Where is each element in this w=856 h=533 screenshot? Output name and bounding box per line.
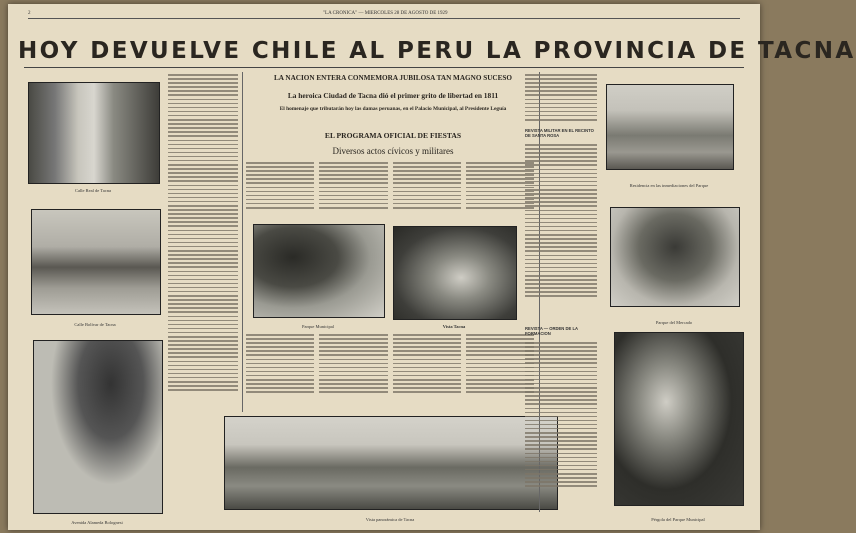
caption-photo-2: Calle Bolívar de Tacna: [74, 322, 116, 327]
page-number: 2: [28, 10, 31, 16]
headline-rule: [24, 67, 744, 68]
main-headline: HOY DEVUELVE CHILE AL PERU LA PROVINCIA DE TACNA: [18, 38, 856, 64]
photo-avenue: [33, 340, 163, 514]
newspaper-page: [8, 4, 856, 530]
caption-photo-3: Avenida Alameda Bolognesi: [71, 520, 123, 525]
text-column-left: [168, 74, 238, 404]
text-center-bottom: [246, 334, 534, 404]
caption-photo-9: Pérgola del Parque Municipal: [651, 517, 705, 522]
subhead-5: Diversos actos cívicos y militares: [332, 146, 454, 156]
masthead-title: "LA CRONICA" — MIERCOLES 28 DE AGOSTO DE 1929: [322, 10, 448, 16]
section-head-formation: REVISTA — ORDEN DE LA FORMACION: [525, 326, 578, 336]
caption-photo-8: Parque del Mercado: [655, 320, 693, 325]
photo-panorama: [224, 416, 558, 510]
caption-photo-4: Parque Municipal: [301, 324, 335, 329]
text-column-right-mid: [525, 144, 597, 312]
section-head-review: REVISTA MILITAR EN EL RECINTO DE SANTA ROSA: [525, 128, 594, 138]
photo-vista: [393, 226, 517, 320]
text-column-right-top: [525, 74, 597, 124]
subhead-4: EL PROGRAMA OFICIAL DE FIESTAS: [324, 131, 462, 140]
photo-street-1: [28, 82, 160, 184]
photo-market-park: [610, 207, 740, 307]
subhead-1: LA NACION ENTERA CONMEMORA JUBILOSA TAN MAGNO SUCESO: [274, 74, 512, 82]
subhead-3: El homenaje que tributarán hoy las damas peruanas, en el Palacio Municipal, al Presidente Leguía: [279, 106, 507, 112]
photo-park: [253, 224, 385, 318]
masthead: [28, 8, 740, 19]
photo-street-2: [31, 209, 161, 315]
caption-photo-6: Vista panorámica de Tacna: [365, 517, 415, 522]
caption-photo-5: Vista Tacna: [442, 324, 466, 329]
text-center-top: [246, 162, 534, 216]
subhead-2: La heroica Ciudad de Tacna dió el primer grito de libertad en 1811: [287, 91, 499, 100]
caption-photo-1: Calle Real de Tacna: [75, 188, 111, 193]
text-column-right-bottom: [525, 342, 597, 502]
photo-pergola: [614, 332, 744, 506]
photo-residence: [606, 84, 734, 170]
caption-photo-7: Residencia en las inmediaciones del Parque: [629, 183, 709, 188]
